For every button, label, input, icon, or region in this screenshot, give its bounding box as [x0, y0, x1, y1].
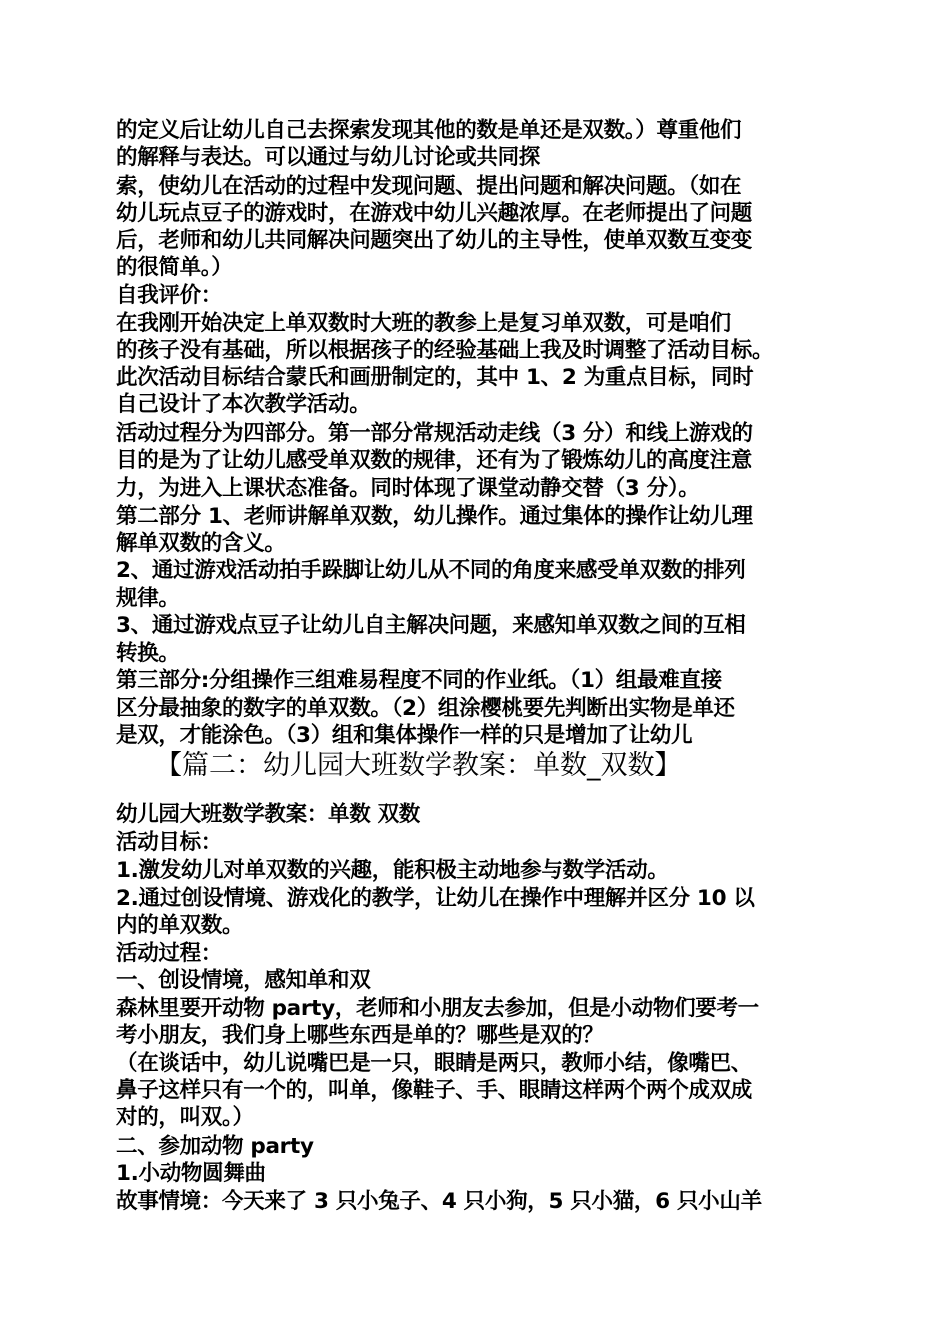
text-line: 的孩子没有基础，所以根据孩子的经验基础上我及时调整了活动目标。 [116, 338, 774, 363]
text-line: 自己设计了本次教学活动。 [116, 392, 371, 417]
text-line: 目的是为了让幼儿感受单双数的规律，还有为了锻炼幼儿的高度注意 [116, 448, 753, 473]
text-line: 2.通过创设情境、游戏化的教学，让幼儿在操作中理解并区分 10 以 [116, 886, 755, 911]
text-line: 力，为进入上课状态准备。同时体现了课堂动静交替（3 分）。 [116, 476, 700, 501]
text-line: 活动过程分为四部分。第一部分常规活动走线（3 分）和线上游戏的 [116, 421, 753, 446]
text-line: 对的，叫双。） [116, 1105, 254, 1130]
text-line: 森林里要开动物 party，老师和小朋友去参加，但是小动物们要考一 [116, 996, 759, 1021]
text-line: 2、通过游戏活动拍手跺脚让幼儿从不同的角度来感受单双数的排列 [116, 558, 746, 583]
text-line: （在谈话中，幼儿说嘴巴是一只，眼睛是两只，教师小结，像嘴巴、 [116, 1051, 753, 1076]
text-line: 考小朋友，我们身上哪些东西是单的？哪些是双的？ [116, 1023, 604, 1048]
text-line: 索，使幼儿在活动的过程中发现问题、提出问题和解决问题。（如在 [116, 174, 742, 199]
section-label: 二、参加动物 party [116, 1134, 314, 1159]
text-line: 内的单双数。 [116, 913, 244, 938]
text-line: 规律。 [116, 586, 180, 611]
section-label: 活动目标： [116, 830, 223, 855]
text-line: 1.激发幼儿对单双数的兴趣，能积极主动地参与数学活动。 [116, 858, 669, 883]
text-line: 在我刚开始决定上单双数时大班的教参上是复习单双数，可是咱们 [116, 311, 731, 336]
section-label: 活动过程： [116, 941, 223, 966]
section-label: 一、创设情境，感知单和双 [116, 968, 371, 993]
section-heading: 【篇二：幼儿园大班数学教案：单数_双数】 [155, 750, 682, 781]
text-line: 后，老师和幼儿共同解决问题突出了幼儿的主导性，使单双数互变变 [116, 228, 753, 253]
text-line: 解单双数的含义。 [116, 531, 286, 556]
text-line: 3、通过游戏点豆子让幼儿自主解决问题，来感知单双数之间的互相 [116, 613, 746, 638]
text-line: 此次活动目标结合蒙氏和画册制定的，其中 1、2 为重点目标，同时 [116, 365, 754, 390]
text-line: 转换。 [116, 641, 180, 666]
section-label: 自我评价： [116, 283, 223, 308]
text-line: 1.小动物圆舞曲 [116, 1161, 266, 1186]
text-line: 故事情境：今天来了 3 只小兔子、4 只小狗，5 只小猫，6 只小山羊 [116, 1189, 762, 1214]
text-line: 的很简单。） [116, 255, 233, 280]
text-line: 鼻子这样只有一个的，叫单，像鞋子、手、眼睛这样两个两个成双成 [116, 1078, 753, 1103]
text-line: 幼儿玩点豆子的游戏时，在游戏中幼儿兴趣浓厚。在老师提出了问题 [116, 201, 753, 226]
text-line: 第二部分 1、老师讲解单双数，幼儿操作。通过集体的操作让幼儿理 [116, 504, 753, 529]
text-line: 的解释与表达。可以通过与幼儿讨论或共同探 [116, 145, 541, 170]
document-title: 幼儿园大班数学教案：单数 双数 [116, 802, 420, 827]
text-line: 是双，才能涂色。（3）组和集体操作一样的只是增加了让幼儿 [116, 723, 693, 748]
text-line: 的定义后让幼儿自己去探索发现其他的数是单还是双数。）尊重他们 [116, 118, 742, 143]
text-line: 区分最抽象的数字的单双数。（2）组涂樱桃要先判断出实物是单还 [116, 696, 735, 721]
text-line: 第三部分:分组操作三组难易程度不同的作业纸。（1）组最难直接 [116, 668, 722, 693]
